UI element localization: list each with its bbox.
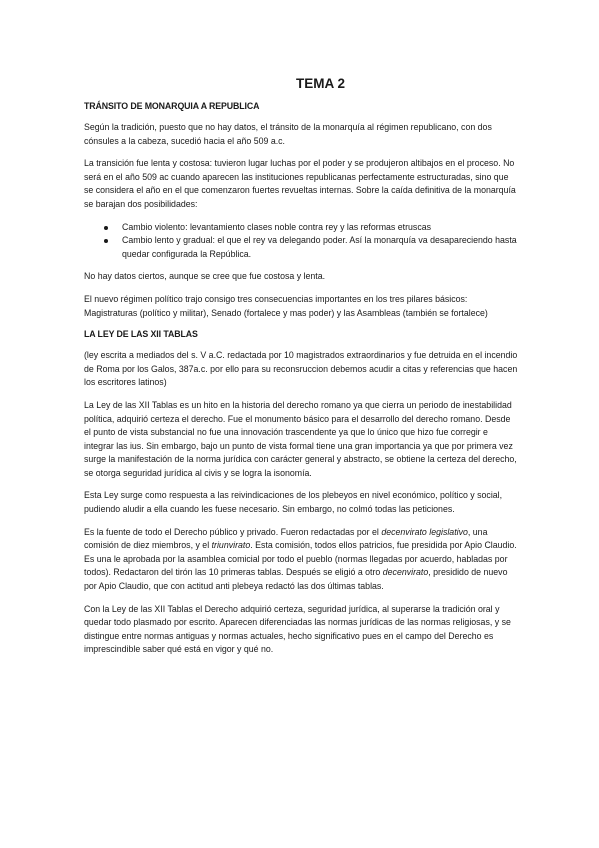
bullet-item [122,221,519,235]
p8-text-4: , presidido de nuevo por Apio Claudio, que con actitud anti plebeya redactó las dos últimas tablas. [84,567,508,592]
bullet-list [84,221,519,262]
p8-emphasis-3: decenvirato [382,567,429,578]
bullet-text: Cambio lento y gradual: el que el rey va delegando poder. Así la monarquía va desapareciendo hasta quedar configurada la República. [122,235,517,259]
bullet-item [122,234,519,261]
paragraph-8 [84,526,519,594]
bullet-text: Cambio violento: levantamiento clases noble contra rey y las reformas etruscas [122,221,432,232]
bullet-icon [104,239,108,243]
bullet-icon [104,226,108,230]
p8-emphasis-2: triunvirato [211,540,251,551]
paragraph-7: Esta Ley surge como respuesta a las reivindicaciones de los plebeyos en nivel económico, político y social, pudiendo aludir a ella cuando les fuese necesario. Sin embargo, no colmó todas las peticiones. [84,490,503,515]
p8-text-3: . Esta comisión, todos ellos patricios, fue presidida por Apio Claudio. Es una le aprobada por la asamblea comicial por todo el pueblo (normas llegadas por acuerdo, habladas por todos). Redactaron del tirón las 10 primeras tablas. Después se eligió a otro [84,540,517,578]
paragraph-3: No hay datos ciertos, aunque se cree que fue costosa y lenta. [84,271,326,282]
p8-text-2: , una comisión de diez miembros, y el [84,526,488,551]
section-heading-xii-tablas: LA LEY DE LAS XII TABLAS [84,329,198,340]
p8-text-1: Es la fuente de todo el Derecho público y privado. Fueron redactadas por el [84,526,382,537]
section-heading-transito: TRÁNSITO DE MONARQUIA A REPUBLICA [84,101,260,111]
paragraph-1: Según la tradición, puesto que no hay datos, el tránsito de la monarquía al régimen republicano, con dos cónsules a la cabeza, sucedió hacia el año 509 a.c. [84,122,492,146]
paragraph-6: La Ley de las XII Tablas es un hito en la historia del derecho romano ya que cierra un periodo de inestabilidad política, adquirió certeza el derecho. Fue el monumento básico para el desarrollo del derecho romano. Desde el punto de vista substancial no fue una innovación trascendente ya que lo único que hizo fue corregir e integrar las ius. Sin embargo, bajo un punto de vista formal tiene una gran importancia ya que por primera vez surge la manifestación de la norma jurídica con carácter general y abstracto, se obtiene la certeza del derecho, se otorga seguridad jurídica al civis y se logra la isonomía. [84,399,517,478]
paragraph-9: Con la Ley de las XII Tablas el Derecho adquirió certeza, seguridad jurídica, al superarse la tradición oral y quedar todo plasmado por escrito. Aparecen diferenciadas las normas jurídicas de las normas religiosas, y se distingue entre normas antiguas y normas actuales, hecho significativo pues en el campo del Derecho es imprescindible saber qué está en vigor y qué no. [84,603,511,655]
paragraph-4: El nuevo régimen político trajo consigo tres consecuencias importantes en los tres pilares básicos: Magistraturas (político y militar), Senado (fortalece y mas poder) y las Asambleas (también se fortalece) [84,293,488,318]
paragraph-5: (ley escrita a mediados del s. V a.C. redactada por 10 magistrados extraordinarios y fue detruida en el incendio de Roma por los Galos, 387a.c. por ello para su reconsruccion debemos acudir a citas y referencias que hacen los escritores latinos) [84,350,518,388]
page-title: TEMA 2 [295,76,345,91]
paragraph-2: La transición fue lenta y costosa: tuvieron lugar luchas por el poder y se produjeron altibajos en el proceso. No será en el año 509 ac cuando aparecen las instituciones republicanas perfectamente estructuradas, sino que se considera el año en el que comenzaron fuertes revueltas internas. Sobre la caída definitiva de la monarquía se barajan dos posibilidades: [84,158,516,209]
p8-emphasis-1: decenvirato legislativo [381,526,468,537]
